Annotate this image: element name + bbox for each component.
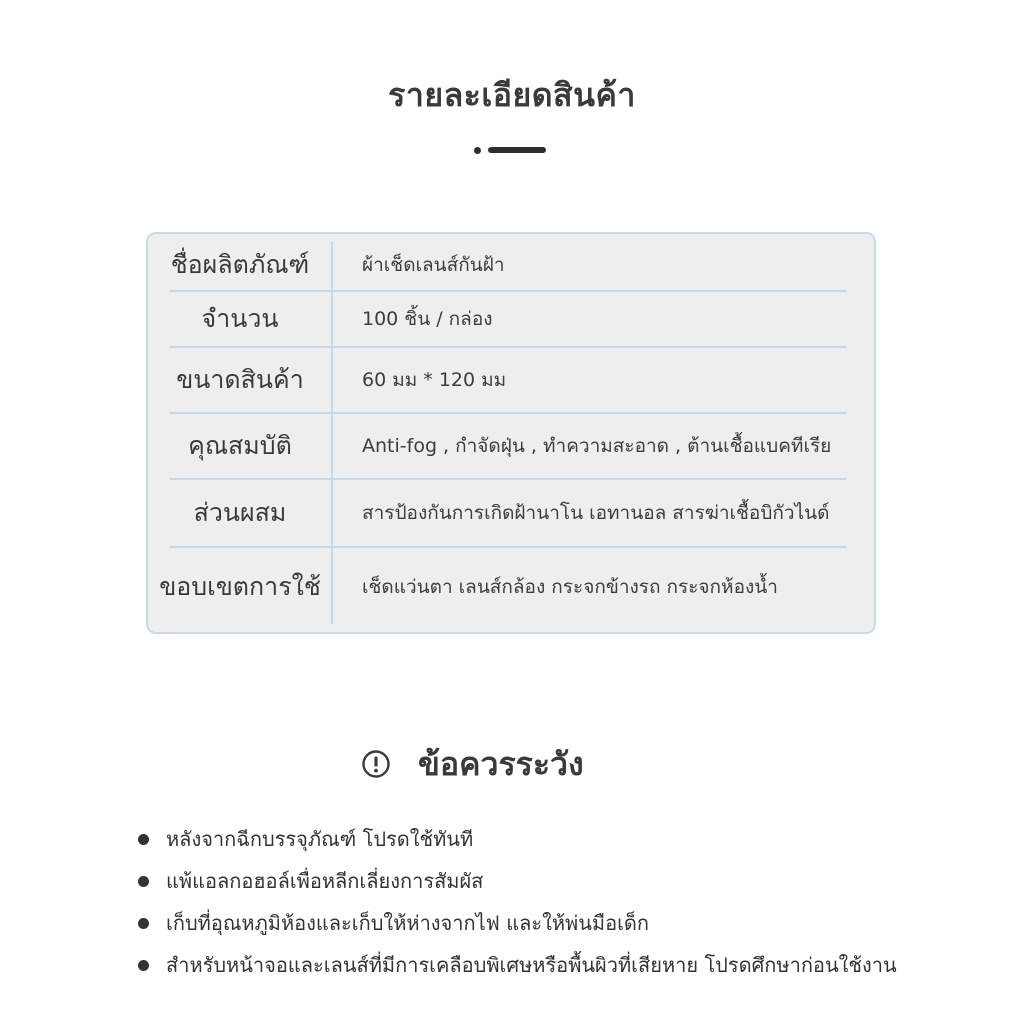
spec-label: ส่วนผสม — [193, 498, 287, 527]
spec-row-usage — [148, 548, 874, 626]
caution-item — [134, 946, 897, 988]
bullet-icon — [138, 918, 149, 929]
bullet-icon — [138, 876, 149, 887]
caution-item — [134, 904, 897, 946]
caution-item-text: สำหรับหน้าจอและเลนส์ที่มีการเคลือบพิเศษหรือพื้นผิวที่เสียหาย โปรดศึกษาก่อนใช้งาน — [166, 953, 897, 977]
spec-row-size — [148, 348, 874, 412]
caution-list — [134, 820, 897, 988]
divider-bar — [488, 147, 546, 153]
spec-value: 60 มม * 120 มม — [362, 369, 507, 391]
spec-value: Anti-fog , กำจัดฝุ่น , ทำความสะอาด , ต้านเชื้อแบคทีเรีย — [362, 435, 832, 457]
spec-value: เช็ดแว่นตา เลนส์กล้อง กระจกข้างรถ กระจกห้องน้ำ — [362, 576, 778, 598]
title-divider — [474, 146, 546, 154]
spec-row-ingredients — [148, 480, 874, 546]
spec-label: ชื่อผลิตภัณฑ์ — [170, 250, 310, 279]
caution-item — [134, 820, 897, 862]
caution-heading — [362, 742, 584, 786]
exclamation-circle-icon — [362, 750, 390, 778]
caution-title: ข้อควรระวัง — [418, 744, 584, 783]
spec-row-features — [148, 414, 874, 478]
spec-label: ขนาดสินค้า — [176, 365, 304, 394]
spec-label: ขอบเขตการใช้ — [159, 572, 321, 601]
bullet-icon — [138, 834, 149, 845]
divider-dot — [474, 147, 481, 154]
spec-row-product-name — [148, 240, 874, 290]
page-title: รายละเอียดสินค้า — [388, 76, 636, 114]
caution-item-text: หลังจากฉีกบรรจุภัณฑ์ โปรดใช้ทันที — [166, 827, 474, 851]
spec-row-quantity — [148, 292, 874, 346]
caution-item-text: เก็บที่อุณหภูมิห้องและเก็บให้ห่างจากไฟ และให้พ่นมือเด็ก — [166, 911, 650, 935]
bullet-icon — [138, 960, 149, 971]
caution-item-text: แพ้แอลกอฮอล์เพื่อหลีกเลี่ยงการสัมผัส — [166, 869, 484, 893]
caution-item — [134, 862, 897, 904]
spec-label: จำนวน — [201, 304, 279, 333]
spec-value: 100 ชิ้น / กล่อง — [362, 308, 493, 330]
spec-value: ผ้าเช็ดเลนส์กันฝ้า — [362, 254, 505, 276]
product-spec-table — [146, 232, 876, 634]
spec-label: คุณสมบัติ — [188, 431, 292, 460]
spec-value: สารป้องกันการเกิดฝ้านาโน เอทานอล สารฆ่าเชื้อบิกัวไนด์ — [362, 502, 830, 524]
